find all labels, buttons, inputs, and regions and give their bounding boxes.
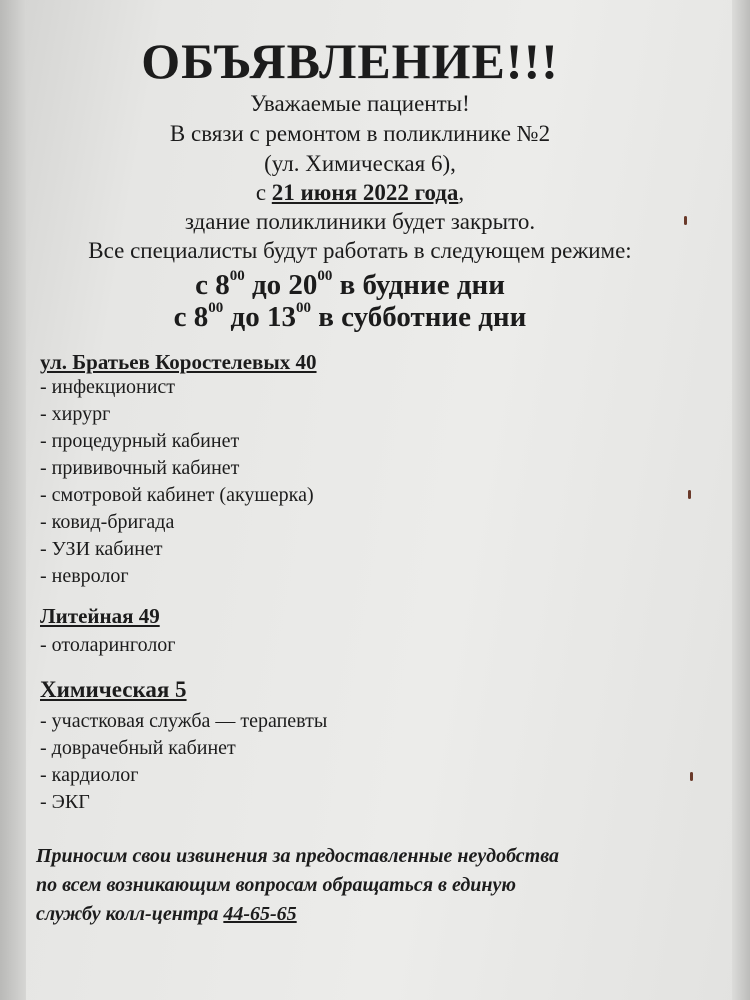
list-item: - инфекционист: [40, 376, 176, 398]
list-item: - доврачебный кабинет: [40, 737, 236, 759]
date-suffix: ,: [458, 180, 465, 205]
list-item: - кардиолог: [40, 764, 139, 786]
list-item: - процедурный кабинет: [40, 430, 240, 452]
closure-date: 21 июня 2022 года: [271, 180, 459, 205]
paper-speck: [684, 216, 687, 225]
list-item: - ЭКГ: [40, 791, 90, 813]
schedule-intro: Все специалисты будут работать в следующем режиме:: [88, 238, 632, 263]
list-item: - УЗИ кабинет: [40, 538, 163, 560]
saturday-hours: с $8^{00}$ до $13^{00}$ в субботние дни: [173, 300, 527, 333]
call-center-line: службу колл-центра 44-65-65: [36, 903, 297, 925]
list-item: - смотровой кабинет (акушерка): [40, 484, 314, 506]
date-prefix: с: [255, 180, 272, 205]
weekday-hours: с $8^{00}$ до $20^{00}$ в будние дни: [195, 268, 505, 301]
list-item: - отоларинголог: [40, 634, 176, 656]
list-item: - ковид-бригада: [40, 511, 175, 533]
greeting: Уважаемые пациенты!: [250, 91, 470, 116]
paper-speck: [688, 490, 691, 499]
address-line: (ул. Химическая 6),: [264, 151, 456, 176]
list-item: - невролог: [40, 565, 129, 587]
list-item: - хирург: [40, 403, 111, 425]
repair-line: В связи с ремонтом в поликлинике №2: [169, 121, 551, 146]
closed-line: здание поликлиники будет закрыто.: [184, 209, 536, 234]
contact-line: по всем возникающим вопросам обращаться в единую: [36, 874, 516, 896]
list-item: - участковая служба — терапевты: [40, 710, 328, 732]
paper-speck: [690, 772, 693, 781]
section-title-korostelevykh: ул. Братьев Коростелевых 40: [40, 350, 317, 374]
apology-line: Приносим свои извинения за предоставленные неудобства: [36, 845, 560, 867]
call-center-phone: 44-65-65: [223, 903, 297, 925]
notice-title: ОБЪЯВЛЕНИЕ!!!: [141, 33, 559, 89]
list-item: - прививочный кабинет: [40, 457, 240, 479]
section-title-liteynaya: Литейная 49: [40, 604, 160, 628]
section-title-khimicheskaya: Химическая 5: [40, 677, 187, 702]
date-line: [0, 179, 720, 207]
